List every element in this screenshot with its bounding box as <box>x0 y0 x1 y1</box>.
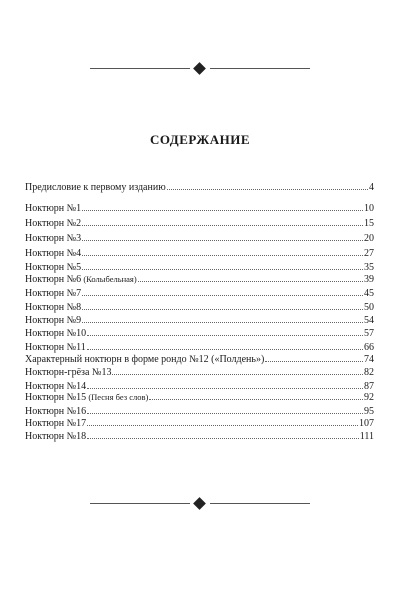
toc-entry <box>25 273 374 285</box>
toc-entry-title: Ноктюрн №6 <box>25 274 82 285</box>
toc-leader-dots <box>87 405 363 414</box>
toc-entry <box>25 391 374 403</box>
toc-entry-page: 82 <box>364 367 374 378</box>
toc-entry-title: Ноктюрн №11 <box>25 342 86 353</box>
toc-entry-page: 15 <box>364 218 374 229</box>
toc-entry-page: 92 <box>364 392 374 403</box>
toc-entry <box>25 341 374 353</box>
toc-leader-dots <box>82 301 363 310</box>
toc-leader-dots <box>82 314 363 323</box>
toc-entry <box>25 327 374 339</box>
toc-entry-page: 95 <box>364 406 374 417</box>
toc-entry-page: 4 <box>369 182 374 193</box>
toc-entry <box>25 430 374 442</box>
toc-entry-page: 10 <box>364 203 374 214</box>
toc-entry-page: 111 <box>359 431 374 442</box>
toc-entry-title: Ноктюрн №15 <box>25 392 87 403</box>
toc-entry-title: Ноктюрн №4 <box>25 248 82 259</box>
toc-leader-dots <box>82 232 363 241</box>
toc-entry-page: 45 <box>364 288 374 299</box>
toc-entry-title: Ноктюрн №2 <box>25 218 82 229</box>
toc-entry-title: Предисловие к первому изданию <box>25 182 166 193</box>
toc-leader-dots <box>82 247 363 256</box>
toc-entry <box>25 353 374 365</box>
toc-leader-dots <box>138 273 363 282</box>
toc-entry <box>25 181 374 193</box>
toc-entry-subtitle: (Песня без слов) <box>86 392 149 402</box>
toc-entry <box>25 301 374 313</box>
toc-leader-dots <box>149 391 363 400</box>
toc-leader-dots <box>87 341 363 350</box>
toc-leader-dots <box>265 353 363 362</box>
toc-entry-page: 50 <box>364 302 374 313</box>
toc-leader-dots <box>82 261 363 270</box>
toc-entry-title: Характерный ноктюрн в форме рондо №12 («Полдень») <box>25 354 265 365</box>
toc-entry-page: 20 <box>364 233 374 244</box>
toc-entry <box>25 261 374 273</box>
toc-entry-title: Ноктюрн №8 <box>25 302 82 313</box>
toc-entry-page: 35 <box>364 262 374 273</box>
toc-entry-title: Ноктюрн-грёза №13 <box>25 367 112 378</box>
toc-entry-subtitle: (Колыбельная) <box>81 274 137 284</box>
toc-entry-page: 57 <box>364 328 374 339</box>
toc-entry <box>25 217 374 229</box>
toc-entry-page: 39 <box>364 274 374 285</box>
toc-leader-dots <box>82 202 363 211</box>
toc-entry <box>25 202 374 214</box>
toc-entry-page: 74 <box>364 354 374 365</box>
toc-entry-title: Ноктюрн №3 <box>25 233 82 244</box>
toc-entry-title: Ноктюрн №7 <box>25 288 82 299</box>
toc-entry-title: Ноктюрн №16 <box>25 406 87 417</box>
toc-entry <box>25 417 374 429</box>
bottom-ornament <box>90 497 310 511</box>
top-ornament <box>90 62 310 76</box>
toc-leader-dots <box>87 380 363 389</box>
toc-entry-title: Ноктюрн №10 <box>25 328 87 339</box>
toc-entry <box>25 287 374 299</box>
toc-entry <box>25 366 374 378</box>
toc-entry-page: 54 <box>364 315 374 326</box>
toc-leader-dots <box>112 366 363 375</box>
toc-entry-title: Ноктюрн №5 <box>25 262 82 273</box>
toc-leader-dots <box>87 430 359 439</box>
toc-entry-page: 107 <box>359 418 374 429</box>
toc-leader-dots <box>167 181 368 190</box>
toc-entry-page: 27 <box>364 248 374 259</box>
toc-entry-title: Ноктюрн №1 <box>25 203 82 214</box>
toc-entry <box>25 405 374 417</box>
toc-entry-title: Ноктюрн №17 <box>25 418 87 429</box>
toc-entry <box>25 247 374 259</box>
toc-entry-title: Ноктюрн №18 <box>25 431 87 442</box>
toc-leader-dots <box>87 327 363 336</box>
toc-entry-title: Ноктюрн №14 <box>25 381 87 392</box>
page-title: СОДЕРЖАНИЕ <box>149 132 251 147</box>
toc-entry-page: 87 <box>364 381 374 392</box>
toc-leader-dots <box>87 417 358 426</box>
toc-leader-dots <box>82 287 363 296</box>
toc-entry-page: 66 <box>364 342 374 353</box>
toc-entry <box>25 314 374 326</box>
toc-entry-title: Ноктюрн №9 <box>25 315 82 326</box>
toc-entry <box>25 232 374 244</box>
toc-leader-dots <box>82 217 363 226</box>
